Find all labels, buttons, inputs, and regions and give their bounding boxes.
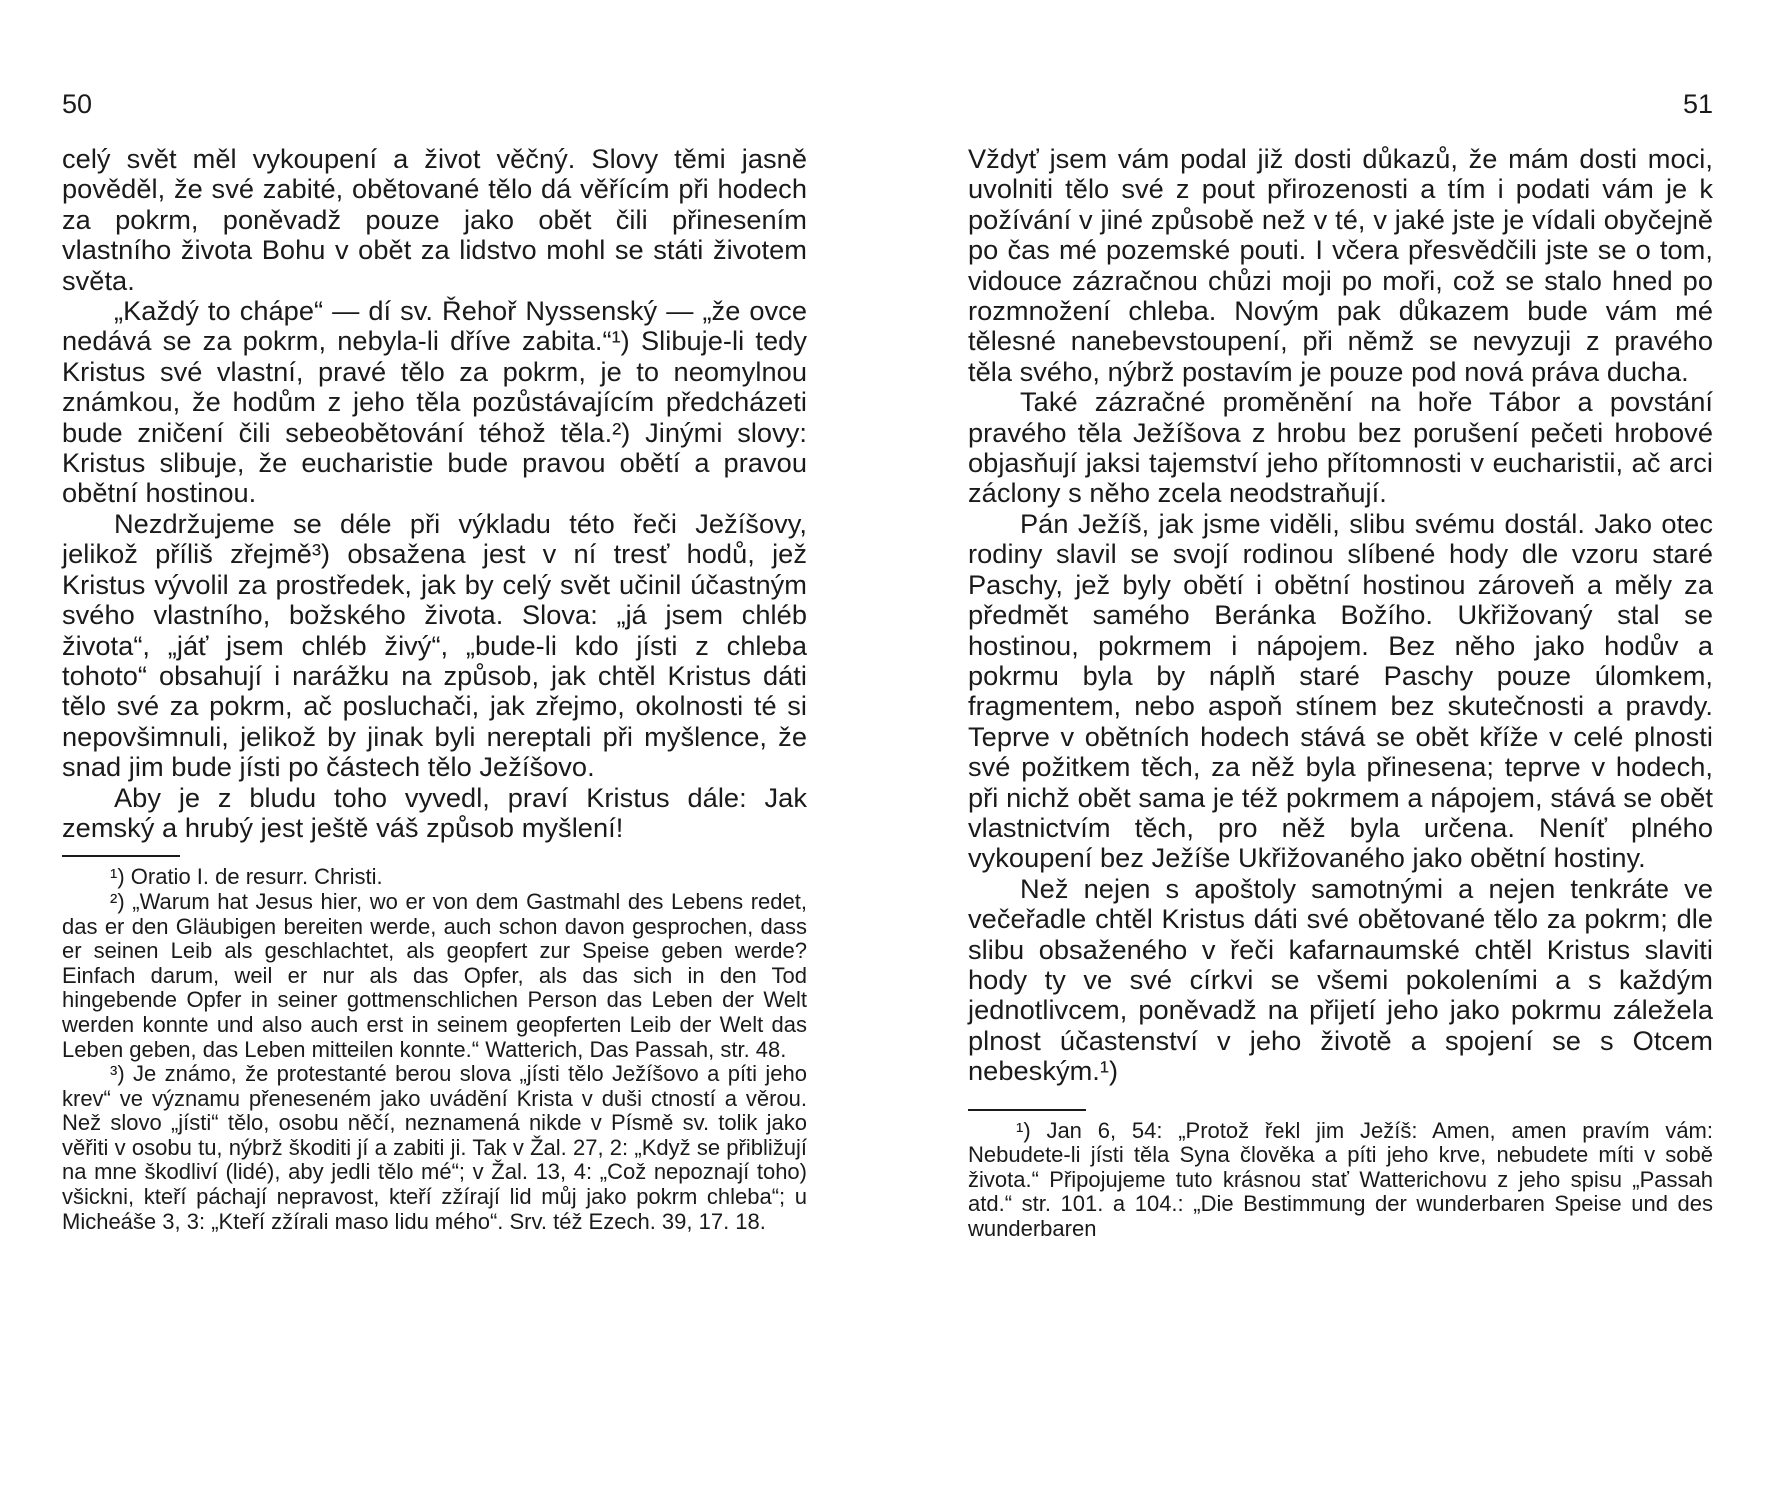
footnote: ¹) Oratio I. de resurr. Christi. <box>110 864 383 890</box>
body-text <box>968 144 1713 1087</box>
footnotes <box>968 1119 1713 1242</box>
right-page <box>968 88 1713 1242</box>
paragraph: Vždyť jsem vám podal již dosti důkazů, že mám dosti moci, uvolniti tělo své z pout přirozenosti a tím i podati vám je k požívání v jiné způsobě než v té, v jaké jste je vídali obyčejně po čas mé pozemské pouti. I včera přesvědčili jste se o tom, vidouce zázračnou chůzi moji po moři, což se stalo hned po rozmnožení chleba. Novým pak důkazem bude vám mé tělesné nanebevstoupení, při němž se nevyzuji z pravého těla svého, nýbrž postavím je pouze pod nová práva ducha. <box>968 143 1713 387</box>
paragraph: Také zázračné proměnění na hoře Tábor a povstání pravého těla Ježíšova z hrobu bez porušení pečeti hrobové objasňují jaksi tajemství jeho přítomnosti v eucharistii, ač arci záclony s něho zcela neodstraňují. <box>968 386 1713 509</box>
paragraph: Pán Ježíš, jak jsme viděli, slibu svému dostál. Jako otec rodiny slavil se svojí rodinou slíbené hody dle vzoru staré Paschy, jež byly obětí i obětní hostinou zároveň a měly za předmět samého Beránka Božího. Ukřižovaný stal se hostinou, pokrmem i nápojem. Bez něho jako hodův a pokrmu byla by náplň staré Paschy pouze úlomkem, fragmentem, nebo aspoň stínem bez skutečnosti a pravdy. Teprve v obětních hodech stává se obět kříže v celé plnosti své požitkem těch, za něž byla přinesena; teprve v hodech, při nichž obět sama je též pokrmem a nápojem, stává se obět vlastnictvím těch, pro něž byla určena. Neníť plného vykoupení bez Ježíše Ukřižovaného jako obětní hostiny. <box>968 507 1713 874</box>
footnote-divider <box>62 855 180 857</box>
left-page <box>62 88 807 1234</box>
footnote-divider <box>968 1109 1086 1111</box>
paragraph: „Každý to chápe“ — dí sv. Řehoř Nyssenský — „že ovce nedává se za pokrm, nebyla-li dříve zabita.“¹) Slibuje-li tedy Kristus své vlastní, pravé tělo za pokrm, je to neomylnou známkou, že hodům z jeho těla pozůstávajícím předcházeti bude zničení čili sebeobětování téhož těla.²) Jinými slovy: Kristus slibuje, že eucharistie bude pravou obětí a pravou obětní hostinou. <box>62 295 807 509</box>
page-number: 51 <box>1682 89 1713 119</box>
footnote: ²) „Warum hat Jesus hier, wo er von dem Gastmahl des Lebens redet, das er den Gläubigen bereiten werde, auch schon davon gesprochen, dass er seinen Leib als geschlachtet, als geopfert zur Speise geben werde? Einfach darum, weil er nur als das Opfer, als das sich in den Tod hingebende Opfer in seiner gottmenschlichen Person das Leben der Welt werden konnte und also auch erst in seinem geopferten Leib der Welt das Leben geben, das Leben mitteilen konnte.“ Watterich, Das Passah, str. 48. <box>62 888 807 1062</box>
paragraph: Aby je z bludu toho vyvedl, praví Kristus dále: Jak zemský a hrubý jest ještě váš způsob myšlení! <box>62 781 807 843</box>
footnotes <box>62 865 807 1234</box>
paragraph: Nezdržujeme se déle při výkladu této řeči Ježíšovy, jelikož příliš zřejmě³) obsažena jest v ní tresť hodů, jež Kristus vývolil za prostředek, jak by celý svět učinil účastným svého vlastního, božského života. Slova: „já jsem chléb života“, „jáť jsem chléb živý“, „bude-li kdo jísti z chleba tohoto“ obsahují i narážku na způsob, jak chtěl Kristus dáti tělo své za pokrm, ač posluchači, jak zřejmo, okolnosti té si nepovšimnuli, jelikož by jinak byli nereptali při myšlence, že snad jim bude jísti po částech tělo Ježíšovo. <box>62 507 807 783</box>
body-text <box>62 144 807 843</box>
footnote: ¹) Jan 6, 54: „Protož řekl jim Ježíš: Amen, amen pravím vám: Nebudete-li jísti těla Syna člověka a píti jeho krve, nebudete míti v sobě života.“ Připojujeme tuto krásnou stať Watterichovu z jeho spisu „Passah atd.“ str. 101. a 104.: „Die Bestimmung der wunderbaren Speise und des wunderbaren <box>968 1117 1713 1241</box>
page-number: 50 <box>62 89 93 119</box>
paragraph: Než nejen s apoštoly samotnými a nejen tenkráte ve večeřadle chtěl Kristus dáti své obětované tělo za pokrm; dle slibu obsaženého v řeči kafarnaumské chtěl Kristus slaviti hody ty ve své církvi se všemi pokoleními a s každým jednotlivcem, poněvadž na přijetí jeho jako pokrmu záležela plnost účastenství v jeho životě a spojení se s Otcem nebeským.¹) <box>968 872 1713 1087</box>
paragraph: celý svět měl vykoupení a život věčný. Slovy těmi jasně pověděl, že své zabité, obětované tělo dá věřícím při hodech za pokrm, poněvadž pouze jako obět čili přinesením vlastního života Bohu v obět za lidstvo mohl se státi životem světa. <box>62 143 807 296</box>
footnote: ³) Je známo, že protestanté berou slova „jísti tělo Ježíšovo a píti jeho krev“ ve významu přeneseném jako uvádění Krista v duši ctností a věrou. Než slovo „jísti“ tělo, osobu něčí, neznamená nikde v Písmě sv. tolik jako věřiti v osobu tu, nýbrž škoditi jí a zabiti ji. Tak v Žal. 27, 2: „Když se přibližují na mne škodliví (lidé), aby jedli tělo mé“; v Žal. 13, 4: „Což nepoznají toho) všickni, kteří páchají nepravost, kteří zžírají lid můj jako pokrm chleba“; u Micheáše 3, 3: „Kteří zžírali maso lidu mého“. Srv. též Ezech. 39, 17. 18. <box>62 1061 807 1234</box>
